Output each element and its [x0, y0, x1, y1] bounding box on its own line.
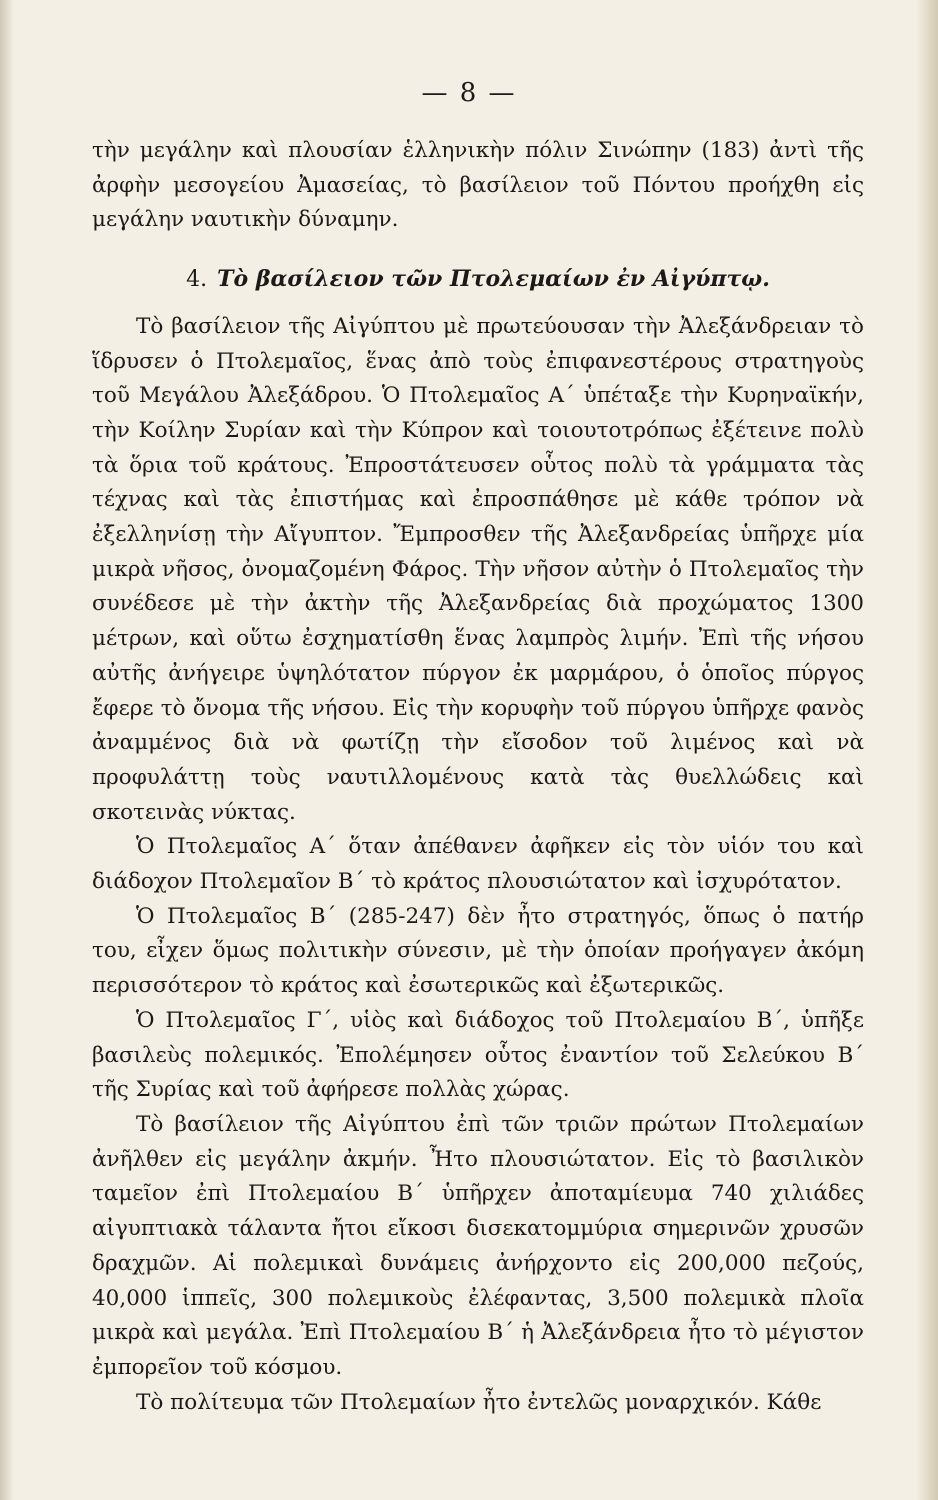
paragraph: Τὸ βασίλειον τῆς Αἰγύπτου μὲ πρωτεύουσαν τὴν Ἀλεξάνδρειαν τὸ ἵδρυσεν ὁ Πτολεμαῖος, ἕνας ἀπὸ τοὺς ἐπιφανεστέρους στρατηγοὺς τοῦ Μεγάλου Ἀλεξάδρου. Ὁ Πτολεμαῖος Α΄ ὑπέταξε τὴν Κυρηναϊκήν, τὴν Κοίλην Συρίαν καὶ τὴν Κύπρον καὶ τοιουτοτρόπως ἐξέτεινε πολὺ τὰ ὅρια τοῦ κράτους. Ἐπροστάτευσεν οὗτος πολὺ τὰ γράμματα τὰς τέχνας καὶ τὰς ἐπιστήμας καὶ ἐπροσπάθησε μὲ κάθε τρόπον νὰ ἐξελληνίσῃ τὴν Αἴγυπτον. Ἔμπροσθεν τῆς Ἀλεξανδρείας ὑπῆρχε μία μικρὰ νῆσος, ὀνομαζομένη Φάρος. Τὴν νῆσον αὐτὴν ὁ Πτολεμαῖος τὴν συνέδεσε μὲ τὴν ἀκτὴν τῆς Ἀλεξανδρείας διὰ προχώματος 1300 μέτρων, καὶ οὕτω ἐσχηματίσθη ἕνας λαμπρὸς λιμήν. Ἐπὶ τῆς νήσου αὐτῆς ἀνήγειρε ὑψηλότατον πύργον ἐκ μαρμάρου, ὁ ὁποῖος πύργος ἔφερε τὸ ὄνομα τῆς νήσου. Εἰς τὴν κορυφὴν τοῦ πύργου ὑπῆρχε φανὸς ἀναμμένος διὰ νὰ φωτίζῃ τὴν εἴσοδον τοῦ λιμένος καὶ νὰ προφυλάττῃ τοὺς ναυτιλλομένους κατὰ τὰς θυελλώδεις καὶ σκοτεινὰς νύκτας. [92, 313, 864, 825]
page-number: — 8 — [421, 78, 517, 108]
paragraph: τὴν μεγάλην καὶ πλουσίαν ἑλληνικὴν πόλιν Σινώπην (183) ἀντὶ τῆς ἀρφὴν μεσογείου Ἀμασείας, τὸ βασίλειον τοῦ Πόντου προήχθη εἰς μεγάλην ναυτικὴν δύναμην. [92, 138, 864, 233]
section-number: 4. [186, 267, 208, 293]
section-heading [92, 262, 864, 298]
paragraph: Τὸ πολίτευμα τῶν Πτολεμαίων ἦτο ἐντελῶς μοναρχικόν. Κάθε [136, 1389, 822, 1415]
page-edge-shadow [0, 0, 14, 1500]
section-title: Τὸ βασίλειον τῶν Πτολεμαίων ἐν Αἰγύπτῳ. [217, 266, 770, 293]
page-edge-shadow [916, 0, 938, 1500]
paragraph: Τὸ βασίλειον τῆς Αἰγύπτου ἐπὶ τῶν τριῶν πρώτων Πτολεμαίων ἀνῆλθεν εἰς μεγάλην ἀκμήν. Ἦτο πλουσιώτατον. Εἰς τὸ βασιλικὸν ταμεῖον ἐπὶ Πτολεμαίου Β΄ ὑπῆρχεν ἀποταμίευμα 740 χιλιάδες αἰγυπτιακὰ τάλαντα ἤτοι εἴκοσι δισεκατομμύρια σημερινῶν χρυσῶν δραχμῶν. Αἱ πολεμικαὶ δυνάμεις ἀνήρχοντο εἰς 200,000 πεζούς, 40,000 ἱππεῖς, 300 πολεμικοὺς ἐλέφαντας, 3,500 πολεμικὰ πλοῖα μικρὰ καὶ μεγάλα. Ἐπὶ Πτολεμαίου Β΄ ἡ Ἀλεξάνδρεια ἦτο τὸ μέγιστον ἐμπορεῖον τοῦ κόσμου. [92, 1111, 864, 1380]
page-text [92, 134, 864, 1420]
paragraph: Ὁ Πτολεμαῖος Α΄ ὅταν ἀπέθανεν ἀφῆκεν εἰς τὸν υἱόν του καὶ διάδοχον Πτολεμαῖον Β΄ τὸ κράτος πλουσιώτατον καὶ ἰσχυρότατον. [92, 834, 864, 895]
paragraph: Ὁ Πτολεμαῖος Β΄ (285-247) δὲν ἦτο στρατηγός, ὅπως ὁ πατήρ του, εἶχεν ὅμως πολιτικὴν σύνεσιν, μὲ τὴν ὁποίαν προήγαγεν ἀκόμη περισσότερον τὸ κράτος καὶ ἐσωτερικῶς καὶ ἐξωτερικῶς. [92, 903, 864, 999]
paragraph: Ὁ Πτολεμαῖος Γ΄, υἱὸς καὶ διάδοχος τοῦ Πτολεμαίου Β΄, ὑπῆξε βασιλεὺς πολεμικός. Ἐπολέμησεν οὗτος ἐναντίον τοῦ Σελεύκου Β΄ τῆς Συρίας καὶ τοῦ ἀφήρεσε πολλὰς χώρας. [92, 1007, 864, 1103]
